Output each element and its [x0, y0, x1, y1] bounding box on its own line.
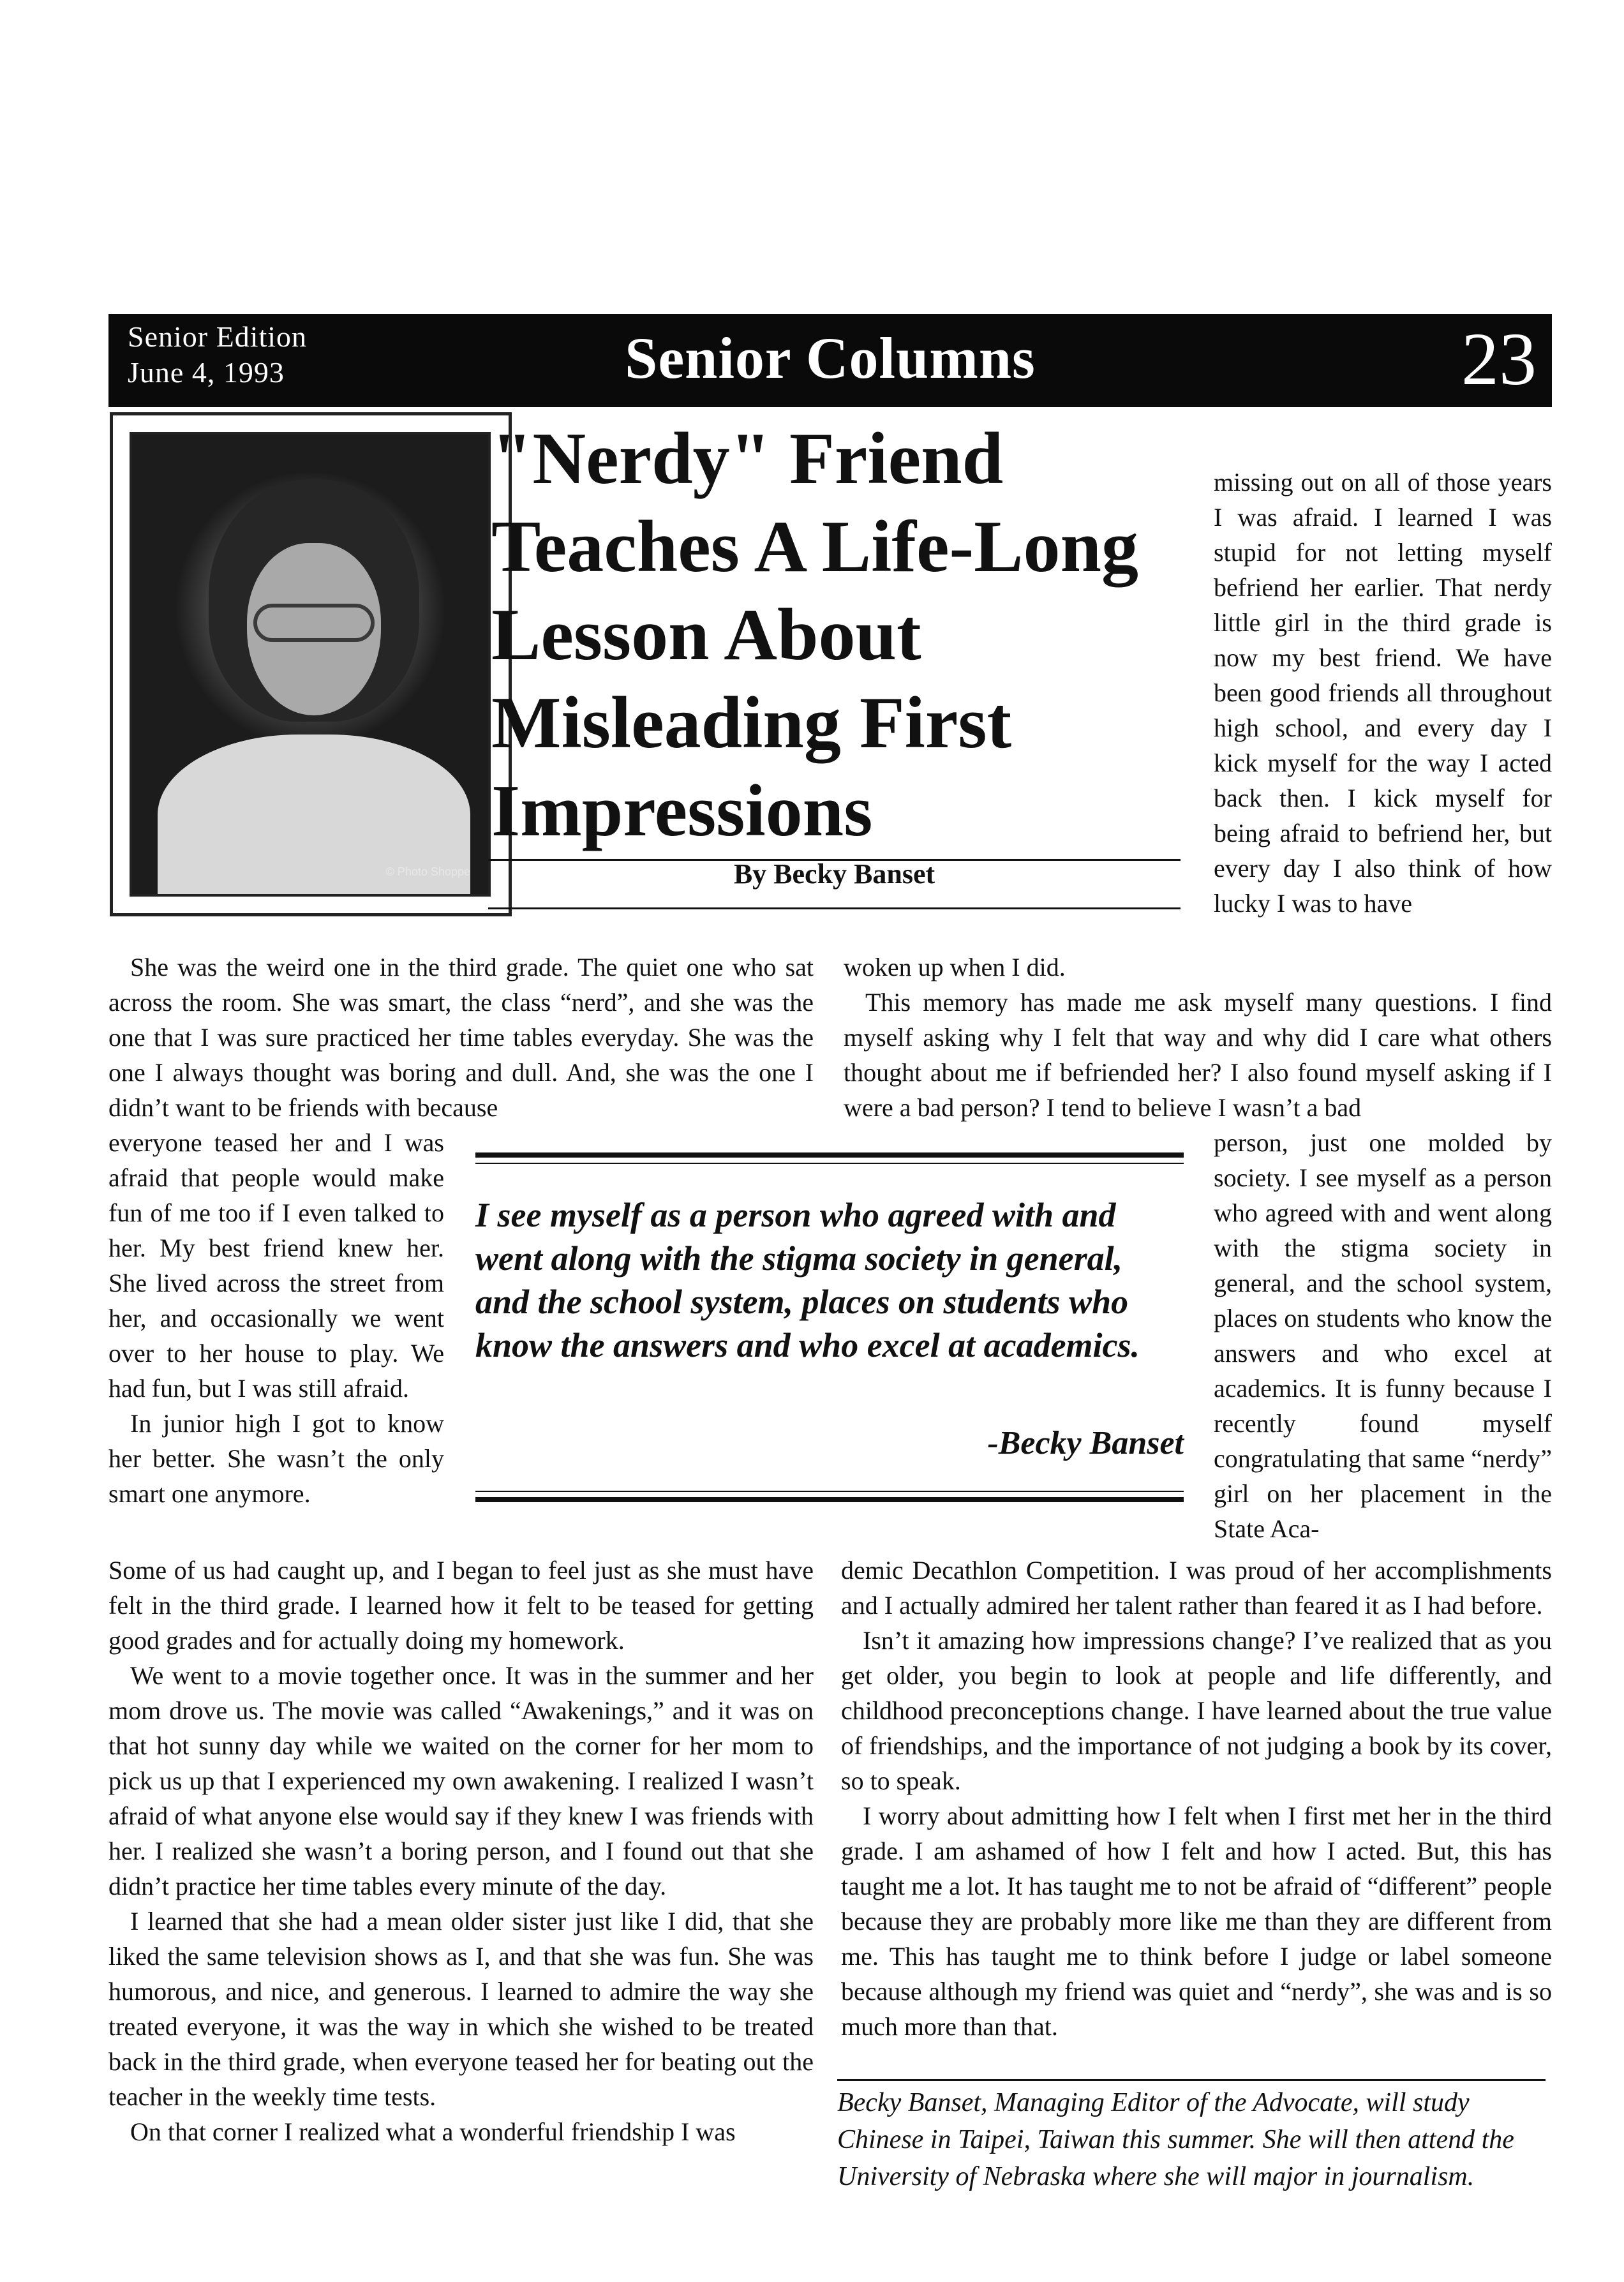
paragraph: demic Decathlon Competition. I was proud of her accomplishments and I actually admired her talent rather than feared it as I had before. [841, 1556, 1552, 1620]
section-title: Senior Columns [625, 325, 1036, 391]
edition-name: Senior Edition [128, 320, 308, 353]
author-photo [130, 432, 491, 897]
paragraph: I learned that she had a mean older sister just like I did, that she liked the same television shows as I, and that she was fun. She was humorous, and nice, and generous. I learned to admire the way she treated everyone, it was the way in which she wished to be treated back in the third grade, when everyone teased her for beating out the teacher in the weekly time tests. [108, 1907, 814, 2111]
photo-glasses [253, 604, 375, 642]
author-photo-frame [110, 412, 512, 916]
article-byline: By Becky Banset [733, 858, 935, 890]
pullquote [475, 1193, 1184, 1461]
pullquote-text: I see myself as a person who agreed with and went along with the stigma society in general, and the school system, places on students who know the answers and who excel at academics. [475, 1196, 1140, 1364]
paragraph: Some of us had caught up, and I began to feel just as she must have felt in the third grade. I learned how it felt to be teased for getting good grades and for actually doing my homework. [108, 1556, 814, 1655]
paragraph: In junior high I got to know her better. She wasn’t the only smart one anymore. [108, 1409, 444, 1508]
paragraph: Isn’t it amazing how impressions change? I’ve realized that as you get older, you begin to look at people and life differently, and childhood preconceptions change. I have learned about the true value of friendships, and the importance of not judging a book by its cover, so to speak. [841, 1626, 1552, 1795]
column-left-narrow [108, 1125, 444, 1511]
author-bio: Becky Banset, Managing Editor of the Advocate, will study Chinese in Taipei, Taiwan this summer. She will then attend the University of Nebraska where she will major in journalism. [837, 2088, 1514, 2191]
bio-rule [837, 2079, 1546, 2081]
column-right-bottom [841, 1553, 1552, 2044]
paragraph: missing out on all of those years I was afraid. I learned I was stupid for not letting myself befriend her earlier. That nerdy little girl in the third grade is now my best friend. We have been good friends all throughout high school, and every day I kick myself for the way I acted back then. I kick myself for being afraid to befriend her, but every day I also think of how lucky I was to have [1214, 468, 1552, 918]
paragraph: She was the weird one in the third grade. The quiet one who sat across the room. She was smart, the class “nerd”, and she was the one that I was sure practiced her time tables everyday. She was the one I always thought was boring and dull. And, she was the one I didn’t want to be friends with because [108, 953, 814, 1122]
column-right-mid [844, 950, 1552, 1125]
article-headline: "Nerdy" Friend Teaches A Life-Long Lesson About Misleading First Impressions [491, 418, 1139, 852]
edition-date: June 4, 1993 [128, 356, 285, 389]
pullquote-rule-top-thin [475, 1163, 1184, 1164]
page-number: 23 [1461, 317, 1537, 401]
pullquote-attribution: -Becky Banset [987, 1425, 1184, 1461]
paragraph: person, just one molded by society. I see myself as a person who agreed with and went along with the stigma society in general, and the school system, places on students who know the answers and who excel at academics. It is funny because I recently found myself congratulating that same “nerdy” girl on her placement in the State Aca- [1214, 1128, 1552, 1543]
column-right-top [1214, 465, 1552, 921]
column-right-narrow [1214, 1125, 1552, 1546]
paragraph: We went to a movie together once. It was in the summer and her mom drove us. The movie was called “Awakenings,” and it was on that hot sunny day while we waited on the corner for her mom to pick us up that I experienced my own awakening. I realized I wasn’t afraid of what anyone else would say if they knew I was friends with her. I realized she wasn’t a boring person, and I found out that she didn’t practice her time tables every minute of the day. [108, 1661, 814, 1900]
pullquote-rule-top [475, 1152, 1184, 1158]
column-left-mid [108, 950, 814, 1125]
pullquote-rule-bottom [475, 1497, 1184, 1502]
page-header [108, 314, 1552, 407]
byline-rule-bottom [488, 907, 1181, 909]
paragraph: everyone teased her and I was afraid that people would make fun of me too if I even talked to her. My best friend knew her. She lived across the street from her, and occasionally we went over to her house to play. We had fun, but I was still afraid. [108, 1128, 444, 1403]
column-left-bottom [108, 1553, 814, 2149]
photo-credit: © Photo Shoppe [385, 865, 470, 878]
paragraph: On that corner I realized what a wonderful friendship I was [130, 2117, 736, 2146]
paragraph: I worry about admitting how I felt when I first met her in the third grade. I am ashamed of how I felt and how I acted. But, this has taught me a lot. It has taught me to not be afraid of “different” people because they are probably more like me than they are different from me. This has taught me to think before I judge or label someone because although my friend was quiet and “nerdy”, she was and is so much more than that. [841, 1801, 1552, 2041]
pullquote-rule-bottom-thin [475, 1491, 1184, 1492]
paragraph: woken up when I did. [844, 953, 1066, 981]
paragraph: This memory has made me ask myself many questions. I find myself asking why I felt that way and why did I care what others thought about me if befriended her? I also found myself asking if I were a bad person? I tend to believe I wasn’t a bad [844, 988, 1552, 1122]
